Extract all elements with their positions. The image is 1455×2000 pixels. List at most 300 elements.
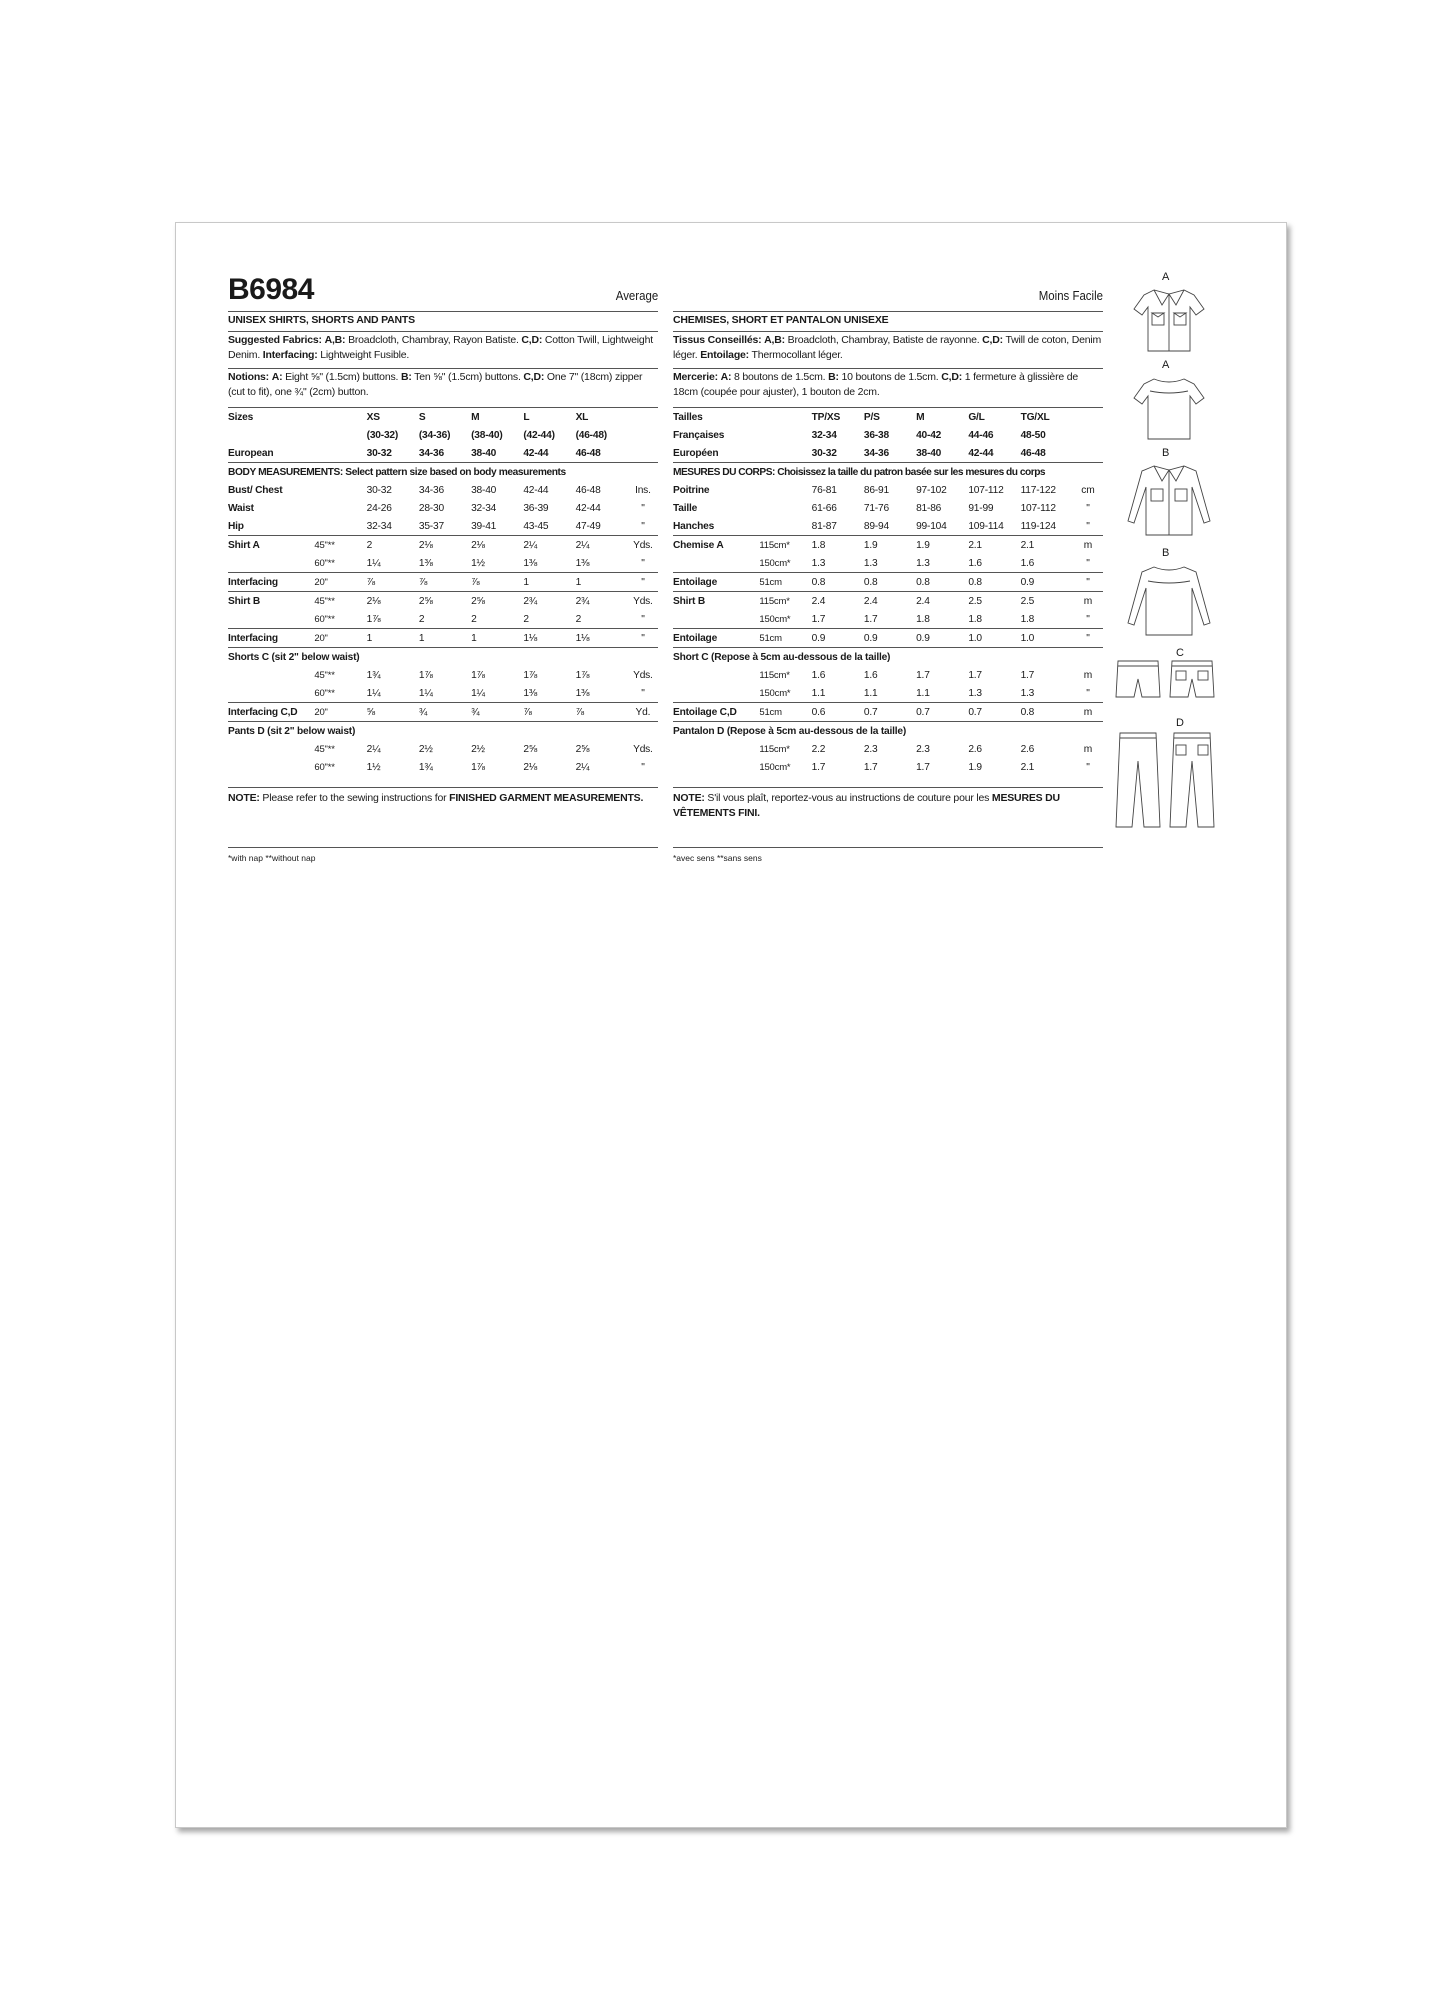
table-cell: 1.6 <box>1020 557 1035 569</box>
table-cell: 35-37 <box>418 520 444 532</box>
table-row <box>673 758 1103 776</box>
table-cell: " <box>1086 520 1090 532</box>
view-b-shirt-front <box>1114 447 1224 537</box>
table-cell: 1.8 <box>812 536 864 555</box>
text-run: MESURES DU VÊTEMENTS FINI. <box>673 792 1060 819</box>
table-row <box>228 517 658 536</box>
table-cell: 36-38 <box>863 429 889 441</box>
table-cell: ⅞ <box>576 703 628 722</box>
table-cell <box>228 666 314 684</box>
table-cell <box>628 444 658 463</box>
table-cell: 2.5 <box>968 592 1020 611</box>
table-cell: 1⅞ <box>471 669 485 681</box>
text-run: NOTE: <box>228 792 260 804</box>
table-cell: 1⅞ <box>575 669 590 681</box>
table-row <box>228 592 658 611</box>
size-table <box>228 407 658 776</box>
view-a-shirt-front <box>1114 271 1224 351</box>
table-cell: Shirt B <box>228 592 314 611</box>
text-run: Broadcloth, Chambray, Batiste de rayonne. <box>787 334 980 346</box>
table-cell: 1.1 <box>863 687 878 699</box>
table-cell: " <box>1086 557 1090 569</box>
text-run: A: <box>271 371 283 383</box>
table-cell: 0.9 <box>812 629 864 648</box>
table-cell: 107-112 <box>1020 502 1056 514</box>
table-cell: 2.1 <box>1020 761 1035 773</box>
table-cell: 0.8 <box>916 573 968 592</box>
table-cell: ⅞ <box>471 573 523 592</box>
table-cell: 46-48 <box>575 447 601 459</box>
table-cell: Entoilage <box>673 573 759 592</box>
table-cell: 1½ <box>471 557 485 569</box>
table-cell <box>628 408 658 427</box>
table-cell: 1.6 <box>811 669 826 681</box>
table-cell: 1.9 <box>916 536 968 555</box>
long-sleeve-shirt-icon <box>1114 561 1224 641</box>
table-cell: " <box>1073 629 1103 648</box>
table-cell: 99-104 <box>916 520 947 532</box>
table-cell: 34-36 <box>418 447 444 459</box>
table-cell <box>314 408 366 427</box>
table-cell: 1¼ <box>418 687 433 699</box>
finished-measurements-note <box>228 791 658 806</box>
table-cell <box>314 499 366 517</box>
table-cell: 20" <box>314 703 366 722</box>
table-cell: Waist <box>228 502 254 514</box>
table-cell: 2½ <box>418 743 433 755</box>
table-cell: 2¾ <box>576 592 628 611</box>
table-cell <box>228 758 314 776</box>
view-d-pants <box>1114 717 1224 827</box>
text-run: C,D: <box>982 334 1003 346</box>
table-cell: 30-32 <box>366 484 392 496</box>
text-run: Thermocollant léger. <box>751 349 843 361</box>
text-run: C,D: <box>523 371 545 383</box>
table-cell: 0.7 <box>916 703 968 722</box>
divider <box>673 847 1103 848</box>
table-cell: 2.6 <box>1020 743 1035 755</box>
table-row <box>228 573 658 592</box>
text-run: Suggested Fabrics: <box>228 334 322 346</box>
table-row <box>673 684 1103 703</box>
table-cell: ⅞ <box>419 573 471 592</box>
table-cell: 2¼ <box>575 761 590 773</box>
table-cell: 1⅛ <box>576 629 628 648</box>
table-cell: 42-44 <box>575 502 601 514</box>
table-cell: Interfacing <box>228 629 314 648</box>
table-cell: Françaises <box>673 429 725 441</box>
difficulty-level: Moins Facile <box>1038 288 1103 303</box>
divider <box>228 787 658 788</box>
table-cell: 2.3 <box>863 743 878 755</box>
table-cell: Sizes <box>228 408 314 427</box>
table-cell: " <box>641 761 645 773</box>
table-cell: cm <box>1081 484 1095 496</box>
table-cell <box>314 481 366 499</box>
table-cell: ¾ <box>419 703 471 722</box>
table-cell: Short C (Repose à 5cm au-dessous de la taille) <box>673 648 1103 667</box>
difficulty-level: Average <box>615 288 658 303</box>
table-cell: Chemise A <box>673 536 759 555</box>
table-cell: 1 <box>367 629 419 648</box>
table-cell <box>628 426 658 444</box>
table-cell: 34-36 <box>863 447 889 459</box>
table-row <box>673 426 1103 444</box>
table-cell: 1¼ <box>366 687 381 699</box>
table-cell: 32-34 <box>471 502 497 514</box>
text-run: FINISHED GARMENT MEASUREMENTS. <box>449 792 644 804</box>
table-cell: 150cm* <box>759 687 791 699</box>
table-cell: 0.8 <box>1021 703 1073 722</box>
table-cell: m <box>1073 703 1103 722</box>
text-run: Broadcloth, Chambray, Rayon Batiste. <box>348 334 519 346</box>
table-cell: Entoilage C,D <box>673 703 759 722</box>
table-cell: 1.7 <box>968 669 982 681</box>
table-cell: 28-30 <box>418 502 444 514</box>
table-cell: 97-102 <box>916 484 947 496</box>
table-cell: 1.0 <box>1021 629 1073 648</box>
table-cell: MESURES DU CORPS: Choisissez la taille du patron basée sur les mesures du corps <box>673 463 1103 482</box>
view-letter: B <box>1162 547 1170 559</box>
table-cell <box>228 554 314 573</box>
view-letter: D <box>1176 717 1184 729</box>
text-run: Please refer to the sewing instructions for <box>262 792 447 804</box>
table-cell: 1.9 <box>968 761 982 773</box>
table-row <box>673 610 1103 629</box>
divider <box>673 311 1103 312</box>
table-cell: 60"** <box>314 761 335 773</box>
table-cell: 2.4 <box>916 592 968 611</box>
table-cell: 2 <box>523 613 529 625</box>
nap-footnote: *avec sens **sans sens <box>673 853 762 863</box>
table-cell: Hip <box>228 520 244 532</box>
table-cell: Poitrine <box>673 484 710 496</box>
table-cell: 1.7 <box>916 761 930 773</box>
table-cell: 44-46 <box>968 429 994 441</box>
table-cell: 2⅝ <box>471 592 523 611</box>
table-cell: 1¼ <box>471 687 485 699</box>
table-cell: 1.3 <box>1020 687 1035 699</box>
table-cell: 2¼ <box>366 743 381 755</box>
table-cell: P/S <box>864 408 916 427</box>
table-cell: Yds. <box>633 743 653 755</box>
table-row <box>673 463 1103 482</box>
table-cell: 61-66 <box>811 502 837 514</box>
view-letter: A <box>1162 359 1170 371</box>
table-cell: 0.9 <box>1021 573 1073 592</box>
table-cell: 1.6 <box>863 669 878 681</box>
table-cell: M <box>471 408 523 427</box>
table-row <box>228 463 658 482</box>
table-cell: 1.3 <box>968 687 982 699</box>
table-cell: Tailles <box>673 408 759 427</box>
table-row <box>673 740 1103 758</box>
table-cell: 0.8 <box>864 573 916 592</box>
table-cell: ¾ <box>471 703 523 722</box>
table-cell: Pants D (sit 2" below waist) <box>228 722 658 741</box>
table-cell: (38-40) <box>471 429 503 441</box>
table-cell: 1.1 <box>916 687 930 699</box>
table-cell: 1 <box>523 573 575 592</box>
table-cell: 1⅞ <box>523 669 538 681</box>
pattern-envelope-back <box>175 222 1287 1828</box>
table-cell: 1⅞ <box>418 669 433 681</box>
table-cell: 1.7 <box>916 669 930 681</box>
table-cell: Pantalon D (Repose à 5cm au-dessous de la taille) <box>673 722 1103 741</box>
section-title: UNISEX SHIRTS, SHORTS AND PANTS <box>228 314 415 326</box>
table-cell: 1.8 <box>1020 613 1035 625</box>
table-cell: 43-45 <box>523 520 549 532</box>
divider <box>228 331 658 332</box>
table-cell: m <box>1073 592 1103 611</box>
table-cell: 2¼ <box>576 536 628 555</box>
table-cell: 0.8 <box>812 573 864 592</box>
table-cell <box>759 517 811 536</box>
table-cell: 0.8 <box>968 573 1020 592</box>
text-run: Entoilage: <box>700 349 749 361</box>
table-cell: m <box>1073 536 1103 555</box>
table-cell: 107-112 <box>968 484 1004 496</box>
table-cell: 1⅜ <box>523 687 538 699</box>
table-cell: 32-34 <box>366 520 392 532</box>
table-cell: Yd. <box>628 703 658 722</box>
view-letter: C <box>1176 647 1184 659</box>
table-cell: 42-44 <box>523 447 549 459</box>
table-cell: European <box>228 447 274 459</box>
view-letter: A <box>1162 271 1170 283</box>
table-cell: 48-50 <box>1020 429 1046 441</box>
table-row <box>673 536 1103 555</box>
table-cell: 45"** <box>314 536 366 555</box>
table-row <box>228 426 658 444</box>
table-cell: 60"** <box>314 687 335 699</box>
table-cell: Shirt A <box>228 536 314 555</box>
table-cell: 0.7 <box>968 703 1020 722</box>
table-cell: 150cm* <box>759 761 791 773</box>
table-cell: 1.7 <box>811 761 826 773</box>
table-cell: 51cm <box>759 703 811 722</box>
divider <box>228 368 658 369</box>
table-cell <box>759 426 811 444</box>
table-cell: 1 <box>471 629 523 648</box>
table-cell: Entoilage <box>673 629 759 648</box>
table-cell: 1¾ <box>418 761 433 773</box>
nap-footnote: *with nap **without nap <box>228 853 316 863</box>
table-row <box>228 536 658 555</box>
table-cell: m <box>1083 669 1093 681</box>
table-row <box>673 554 1103 573</box>
table-cell <box>314 426 366 444</box>
table-cell: TG/XL <box>1021 408 1073 427</box>
table-cell: 20" <box>314 573 366 592</box>
table-cell: 1.8 <box>916 613 930 625</box>
table-cell: 60"** <box>314 613 335 625</box>
text-run: A,B: <box>764 334 785 346</box>
table-cell: 42-44 <box>968 447 994 459</box>
table-row <box>228 703 658 722</box>
text-run: Ten ⅝" (1.5cm) buttons. <box>414 371 521 383</box>
text-run: Tissus Conseillés: <box>673 334 762 346</box>
table-cell: 51cm <box>759 573 811 592</box>
table-cell: 2⅛ <box>523 761 538 773</box>
table-row <box>228 610 658 629</box>
table-row <box>228 444 658 463</box>
table-cell <box>759 499 811 517</box>
table-row <box>673 444 1103 463</box>
table-row <box>228 722 658 741</box>
table-cell: ⅞ <box>523 703 575 722</box>
table-row <box>228 666 658 684</box>
table-cell: 45"** <box>314 743 335 755</box>
table-cell: 150cm* <box>759 557 791 569</box>
table-cell: 1.9 <box>864 536 916 555</box>
pants-icon <box>1114 731 1224 831</box>
view-c-shorts <box>1114 647 1224 707</box>
text-run: B: <box>828 371 839 383</box>
table-cell <box>314 444 366 463</box>
table-cell: (34-36) <box>418 429 451 441</box>
text-run: A: <box>720 371 732 383</box>
table-cell: 2 <box>367 536 419 555</box>
table-cell: 30-32 <box>366 447 392 459</box>
pattern-code: B6984 <box>228 273 314 306</box>
table-cell: 0.6 <box>812 703 864 722</box>
table-cell: Yds. <box>628 592 658 611</box>
table-cell: " <box>641 520 645 532</box>
suggested-fabrics <box>673 333 1103 363</box>
table-row <box>228 481 658 499</box>
table-cell <box>673 610 759 629</box>
text-run: Notions: <box>228 371 269 383</box>
table-cell: L <box>523 408 575 427</box>
table-cell: 1⅞ <box>471 761 485 773</box>
table-row <box>228 499 658 517</box>
table-cell: 2½ <box>471 743 485 755</box>
table-cell: 1.7 <box>863 613 878 625</box>
table-cell: 2⅛ <box>471 536 523 555</box>
table-cell: XL <box>576 408 628 427</box>
table-cell: (30-32) <box>366 429 399 441</box>
table-cell: 34-36 <box>418 484 444 496</box>
table-cell: 38-40 <box>471 484 497 496</box>
table-cell: S <box>419 408 471 427</box>
table-cell: 2 <box>471 613 477 625</box>
table-cell: Yds. <box>628 536 658 555</box>
table-cell <box>228 610 314 629</box>
table-cell: m <box>1083 743 1093 755</box>
notions <box>228 370 658 400</box>
table-cell: 38-40 <box>916 447 942 459</box>
table-cell: 38-40 <box>471 447 497 459</box>
table-cell: Yds. <box>633 669 653 681</box>
table-cell: 1 <box>419 629 471 648</box>
table-cell: 91-99 <box>968 502 994 514</box>
table-cell <box>228 684 314 703</box>
table-cell: M <box>916 408 968 427</box>
table-cell: 117-122 <box>1020 484 1056 496</box>
table-cell <box>228 740 314 758</box>
table-cell: 1.3 <box>811 557 826 569</box>
table-cell: 40-42 <box>916 429 942 441</box>
table-cell: Shorts C (sit 2" below waist) <box>228 648 658 667</box>
table-row <box>228 629 658 648</box>
table-cell: XS <box>367 408 419 427</box>
table-cell: 115cm* <box>759 536 811 555</box>
table-cell: 1.8 <box>968 613 982 625</box>
table-row <box>673 629 1103 648</box>
table-cell: 45"** <box>314 592 366 611</box>
table-cell: TP/XS <box>812 408 864 427</box>
table-row <box>673 481 1103 499</box>
table-cell: 150cm* <box>759 613 791 625</box>
table-row <box>673 722 1103 741</box>
table-cell <box>1073 426 1103 444</box>
table-cell: Taille <box>673 502 698 514</box>
table-cell <box>673 758 759 776</box>
table-cell: 2.4 <box>812 592 864 611</box>
table-cell: (42-44) <box>523 429 555 441</box>
text-run: NOTE: <box>673 792 705 804</box>
divider <box>228 847 658 848</box>
table-cell: 1¾ <box>366 669 381 681</box>
table-cell: 1.7 <box>863 761 878 773</box>
table-cell: Interfacing C,D <box>228 703 314 722</box>
table-cell <box>759 408 811 427</box>
table-cell: 89-94 <box>863 520 889 532</box>
text-run: Interfacing: <box>262 349 318 361</box>
long-sleeve-shirt-icon <box>1114 461 1224 541</box>
table-cell: 2.1 <box>1021 536 1073 555</box>
size-table <box>673 407 1103 776</box>
table-cell: 86-91 <box>863 484 889 496</box>
table-cell <box>673 554 759 573</box>
text-run: One 7" (18cm) zipper (cut to fit), one ¾" (2cm) button. <box>228 371 643 398</box>
table-cell: 1⅜ <box>575 687 590 699</box>
text-run: Eight ⅝" (1.5cm) buttons. <box>285 371 399 383</box>
table-row <box>228 408 658 427</box>
table-cell: " <box>641 557 645 569</box>
table-cell: Shirt B <box>673 592 759 611</box>
table-cell: " <box>641 613 645 625</box>
table-cell: 1.7 <box>1020 669 1035 681</box>
table-cell: 76-81 <box>811 484 837 496</box>
table-row <box>673 703 1103 722</box>
table-cell: Interfacing <box>228 573 314 592</box>
table-row <box>673 517 1103 536</box>
table-cell: 60"** <box>314 557 335 569</box>
table-cell: 115cm* <box>759 743 790 755</box>
divider <box>673 368 1103 369</box>
table-row <box>228 684 658 703</box>
table-cell: 1¼ <box>366 557 381 569</box>
table-cell: 39-41 <box>471 520 497 532</box>
view-b-shirt-back <box>1114 547 1224 637</box>
table-cell: 119-124 <box>1020 520 1056 532</box>
table-cell: 1⅜ <box>418 557 433 569</box>
table-cell: 71-76 <box>863 502 889 514</box>
table-cell <box>1073 444 1103 463</box>
table-cell: " <box>641 502 645 514</box>
table-cell: 1½ <box>366 761 381 773</box>
text-run: B: <box>400 371 412 383</box>
table-cell: 2.6 <box>968 743 982 755</box>
table-cell: 2 <box>575 613 582 625</box>
table-cell <box>759 481 811 499</box>
table-cell: 0.7 <box>864 703 916 722</box>
text-run: C,D: <box>941 371 963 383</box>
table-cell: 30-32 <box>811 447 837 459</box>
table-cell: 45"** <box>314 669 335 681</box>
